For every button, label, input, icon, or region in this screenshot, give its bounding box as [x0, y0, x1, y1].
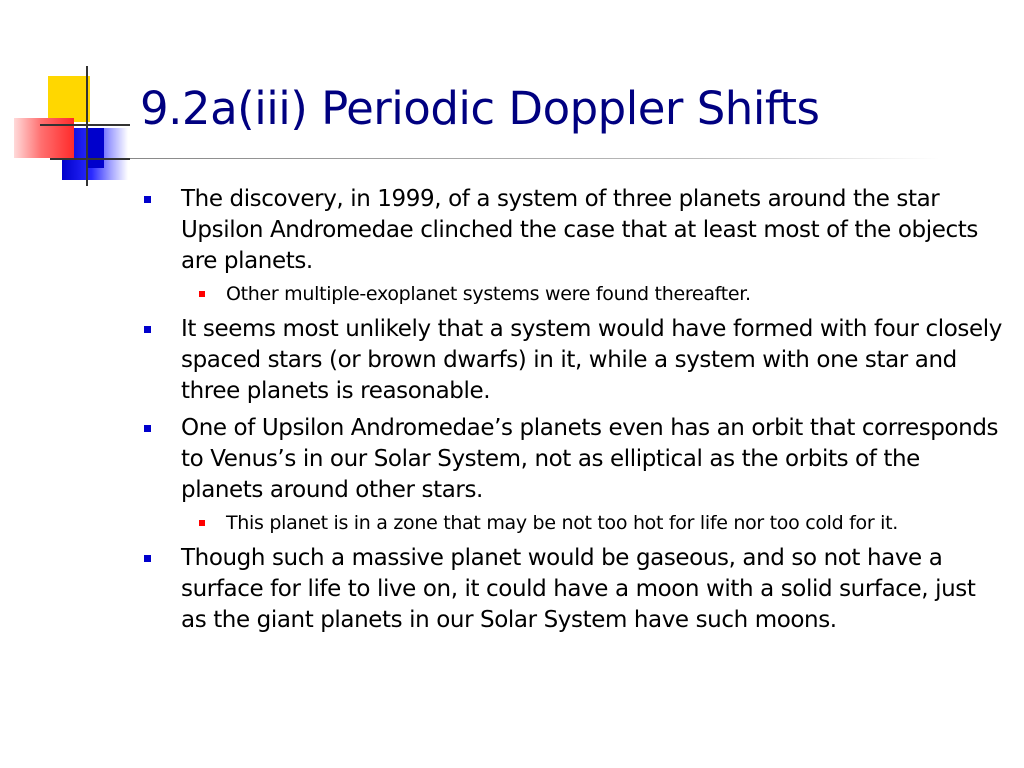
slide-title: 9.2a(iii) Periodic Doppler Shifts: [140, 82, 820, 135]
decor-vertical-line: [86, 66, 88, 186]
bullet-item-3: [142, 413, 1002, 506]
sub-bullet-item-3: [187, 510, 1002, 537]
decor-yellow-square: [48, 76, 90, 122]
bullet-text: The discovery, in 1999, of a system of three planets around the star Upsilon Andromedae clinched the case that at least most of the objects are planets.: [181, 186, 978, 274]
decor-blue-band: [86, 128, 104, 168]
square-sub-bullet-icon: [199, 520, 205, 526]
square-sub-bullet-icon: [199, 291, 205, 297]
square-bullet-icon: [144, 196, 151, 203]
title-divider: [130, 158, 940, 159]
bullet-list: [142, 184, 1002, 642]
bullet-item-4: [142, 543, 1002, 636]
bullet-text: It seems most unlikely that a system would have formed with four closely spaced stars (or brown dwarfs) in it, while a system with one star and three planets is reasonable.: [181, 316, 1002, 404]
sub-bullet-text: This planet is in a zone that may be not too hot for life nor too cold for it.: [226, 512, 898, 534]
decor-horizontal-line-bottom: [50, 158, 130, 160]
bullet-item-1: [142, 184, 1002, 277]
decor-horizontal-line-top: [40, 124, 130, 126]
square-bullet-icon: [144, 425, 151, 432]
sub-bullet-text: Other multiple-exoplanet systems were found thereafter.: [226, 283, 751, 305]
bullet-item-2: [142, 314, 1002, 407]
square-bullet-icon: [144, 326, 151, 333]
square-bullet-icon: [144, 555, 151, 562]
bullet-text: Though such a massive planet would be gaseous, and so not have a surface for life to live on, it could have a moon with a solid surface, just as the giant planets in our Solar System have such moons.: [181, 545, 976, 633]
bullet-text: One of Upsilon Andromedae’s planets even has an orbit that corresponds to Venus’s in our Solar System, not as elliptical as the orbits of the planets around other stars.: [181, 415, 999, 503]
sub-bullet-item-1: [187, 281, 1002, 308]
